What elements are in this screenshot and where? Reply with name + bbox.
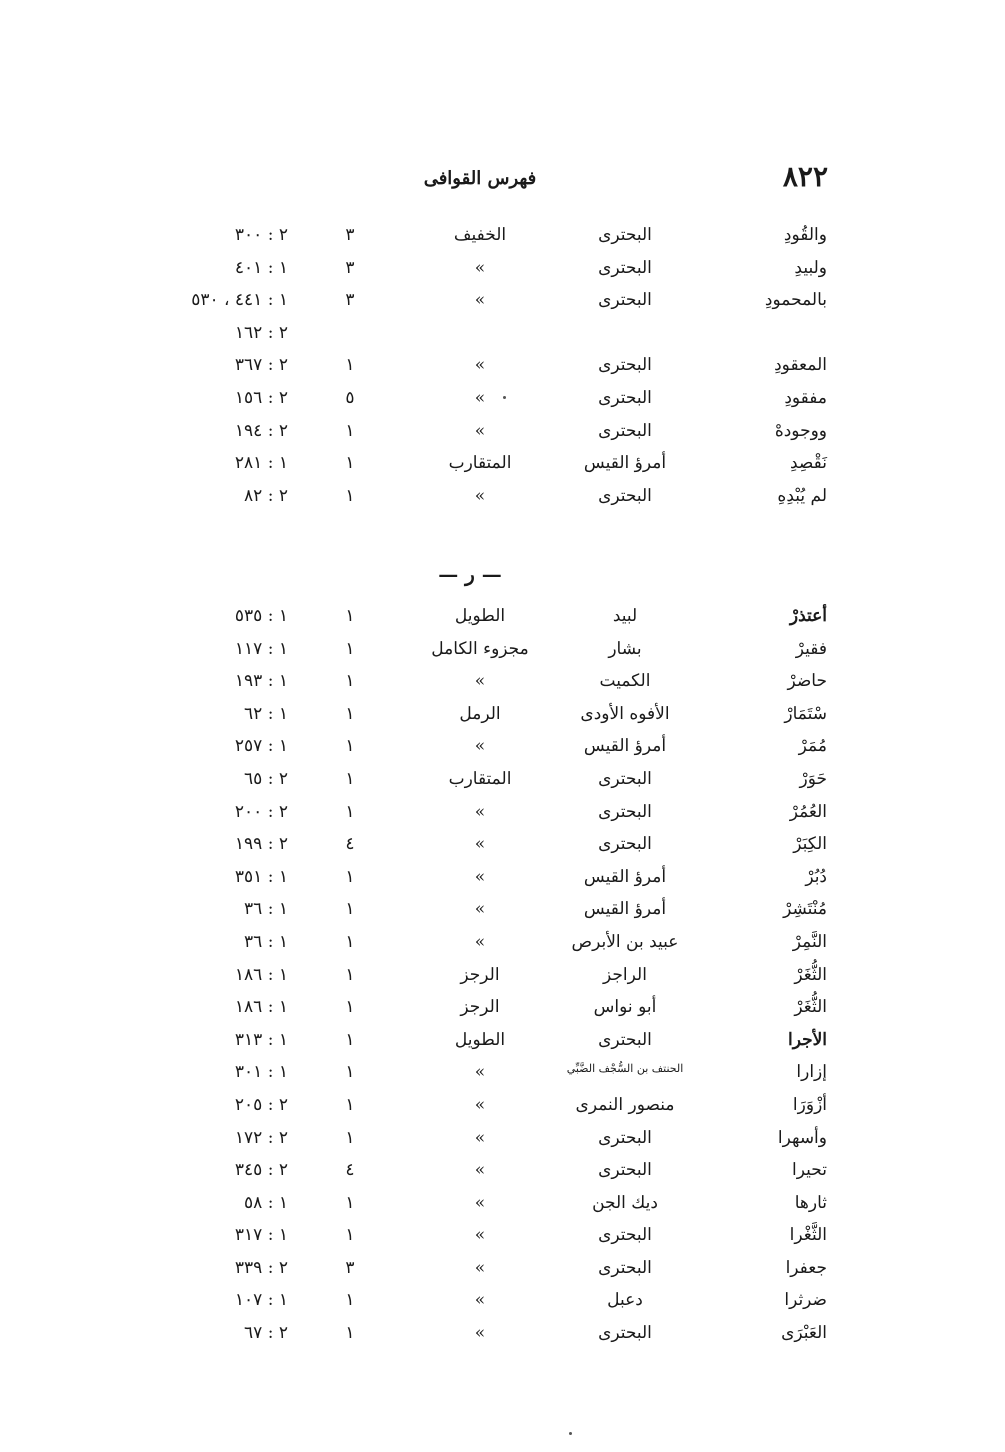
page-number: ٨٢٢ bbox=[782, 160, 828, 193]
rhyme-word: فقيرْ bbox=[795, 638, 827, 659]
verse-count: ٤ bbox=[345, 834, 355, 855]
index-entry-row bbox=[0, 1193, 1005, 1226]
rhyme-word: مُنْتَشِرْ bbox=[783, 899, 827, 920]
volume-page-ref: ١ : ٥٣٥ bbox=[234, 606, 288, 626]
poet-name: أمرؤ القيس bbox=[583, 453, 667, 474]
poet-name: البحترى bbox=[598, 485, 652, 506]
meter-name: » bbox=[474, 1290, 486, 1311]
poet-name: البحترى bbox=[598, 225, 652, 245]
rhyme-index-section-dal bbox=[0, 225, 1005, 518]
meter-name: » bbox=[474, 1257, 486, 1278]
rhyme-word: ولبيدِ bbox=[794, 257, 827, 278]
verse-count: ١ bbox=[345, 736, 355, 757]
verse-count: ١ bbox=[345, 1029, 355, 1050]
rhyme-word: لم يُبْدِهِ bbox=[777, 485, 827, 506]
volume-page-ref: ١ : ١٨٦ bbox=[234, 964, 288, 985]
poet-name: البحترى bbox=[598, 355, 652, 376]
meter-name: مجزوء الكامل bbox=[431, 638, 529, 659]
volume-page-ref: ١ : ٦٢ bbox=[244, 703, 288, 724]
index-entry-row bbox=[0, 1030, 1005, 1063]
poet-name: الحنتف بن السُّجْف الضَّبِّي bbox=[566, 1062, 684, 1076]
rhyme-word: الثُّغَرْ bbox=[794, 964, 827, 985]
rhyme-word: حاضرْ bbox=[787, 671, 827, 692]
index-entry-row bbox=[0, 453, 1005, 486]
verse-count: ١ bbox=[345, 638, 355, 659]
verse-count: ١ bbox=[345, 768, 355, 789]
verse-count: ١ bbox=[345, 1192, 355, 1213]
rhyme-word: والقُودِ bbox=[783, 225, 827, 245]
volume-page-ref: ٢ : ٣٦٧ bbox=[234, 355, 288, 376]
meter-name: » bbox=[474, 801, 486, 822]
index-entry-row bbox=[0, 421, 1005, 454]
meter-name: المتقارب bbox=[448, 453, 512, 474]
verse-count: ١ bbox=[345, 1290, 355, 1311]
verse-count: ١ bbox=[345, 355, 355, 376]
poet-name: أمرؤ القيس bbox=[583, 736, 667, 757]
rhyme-word: ضرثرا bbox=[784, 1290, 827, 1311]
index-entry-row bbox=[0, 932, 1005, 965]
volume-page-ref: ٢ : ٣٣٩ bbox=[234, 1257, 288, 1278]
verse-count: ١ bbox=[345, 420, 355, 441]
index-entry-row bbox=[0, 1062, 1005, 1095]
meter-name: » bbox=[474, 834, 486, 855]
verse-count: ١ bbox=[345, 1062, 355, 1083]
rhyme-word: جعفرا bbox=[785, 1257, 827, 1278]
verse-count: ١ bbox=[345, 703, 355, 724]
meter-name: » bbox=[474, 1127, 486, 1148]
poet-name: بشار bbox=[608, 638, 642, 659]
rhyme-word: ووجودهْ bbox=[774, 420, 827, 441]
index-entry-row bbox=[0, 704, 1005, 737]
index-entry-row bbox=[0, 606, 1005, 639]
poet-name: البحترى bbox=[598, 768, 652, 789]
index-entry-row bbox=[0, 736, 1005, 769]
verse-count: ١ bbox=[345, 453, 355, 474]
poet-name: أمرؤ القيس bbox=[583, 866, 667, 887]
index-entry-row bbox=[0, 355, 1005, 388]
meter-name: » bbox=[474, 1160, 486, 1181]
rhyme-word: الكِبَرْ bbox=[793, 834, 827, 855]
volume-page-ref: ١ : ٣١٣ bbox=[234, 1029, 288, 1050]
poet-name: منصور النمرى bbox=[575, 1094, 675, 1115]
volume-page-ref: ٢ : ١٥٦ bbox=[234, 387, 288, 408]
index-entry-row bbox=[0, 323, 1005, 356]
index-entry-row bbox=[0, 899, 1005, 932]
rhyme-word: دُبُرْ bbox=[805, 866, 827, 887]
verse-count: ١ bbox=[345, 899, 355, 920]
page-title: فهرس القوافى bbox=[423, 168, 537, 189]
volume-page-ref: ٢ : ١٧٢ bbox=[234, 1127, 288, 1148]
volume-page-ref: ٢ : ٦٧ bbox=[244, 1323, 288, 1344]
meter-name: » bbox=[474, 1192, 486, 1213]
rhyme-word: النَّمِرْ bbox=[792, 931, 827, 952]
volume-page-ref: ١ : ٥٨ bbox=[244, 1192, 288, 1213]
volume-page-ref: ١ : ١٨٦ bbox=[234, 997, 288, 1018]
volume-page-ref: ٢ : ٢٠٠ bbox=[234, 801, 288, 822]
print-speck bbox=[503, 396, 506, 399]
index-entry-row bbox=[0, 486, 1005, 519]
rhyme-word: مفقودِ bbox=[784, 387, 827, 408]
volume-page-ref: ١ : ٣٠١ bbox=[234, 1062, 288, 1083]
volume-page-ref: ١ : ٢٥٧ bbox=[234, 736, 288, 757]
meter-name: » bbox=[474, 355, 486, 376]
volume-page-ref: ١ : ١٩٣ bbox=[234, 671, 288, 692]
poet-name: أبو نواس bbox=[593, 997, 657, 1018]
index-entry-row bbox=[0, 965, 1005, 998]
rhyme-word: تحيرا bbox=[792, 1160, 827, 1181]
index-entry-row bbox=[0, 1323, 1005, 1356]
poet-name: البحترى bbox=[598, 420, 652, 441]
rhyme-word: الأجرا bbox=[787, 1029, 827, 1050]
rhyme-index-section-ra bbox=[0, 606, 1005, 1356]
volume-page-ref: ٢ : ٦٥ bbox=[244, 768, 288, 789]
poet-name: لبيد bbox=[612, 606, 638, 626]
index-entry-row bbox=[0, 225, 1005, 258]
verse-count: ٣ bbox=[345, 1257, 355, 1278]
index-entry-row bbox=[0, 639, 1005, 672]
rhyme-word: العَبْرَى bbox=[781, 1323, 827, 1344]
poet-name: البحترى bbox=[598, 387, 652, 408]
volume-page-ref: ٢ : ١٩٤ bbox=[234, 420, 288, 441]
meter-name: الرجز bbox=[460, 997, 500, 1018]
volume-page-ref: ٢ : ١٩٩ bbox=[234, 834, 288, 855]
poet-name: البحترى bbox=[598, 1323, 652, 1344]
index-entry-row bbox=[0, 258, 1005, 291]
index-entry-row bbox=[0, 1160, 1005, 1193]
verse-count: ٤ bbox=[345, 1160, 355, 1181]
meter-name: » bbox=[474, 257, 486, 278]
index-entry-row bbox=[0, 1290, 1005, 1323]
rhyme-word: العُمُرْ bbox=[789, 801, 827, 822]
volume-page-ref: ٢ : ٨٢ bbox=[244, 485, 288, 506]
volume-page-ref: ٢ : ٣٠٠ bbox=[234, 225, 288, 245]
verse-count: ٣ bbox=[345, 257, 355, 278]
index-entry-row bbox=[0, 1095, 1005, 1128]
volume-page-ref: ١ : ٣٦ bbox=[244, 931, 288, 952]
meter-name: » bbox=[474, 485, 486, 506]
index-entry-row bbox=[0, 1225, 1005, 1258]
rhyme-word: أعتذرْ bbox=[789, 606, 827, 626]
verse-count: ١ bbox=[345, 964, 355, 985]
section-divider-ra: — ر — bbox=[438, 562, 502, 586]
verse-count: ١ bbox=[345, 1094, 355, 1115]
meter-name: » bbox=[474, 1094, 486, 1115]
volume-page-ref: ١ : ٤٠١ bbox=[234, 257, 288, 278]
rhyme-word: مُمَرْ bbox=[798, 736, 827, 757]
poet-name: دعبل bbox=[607, 1290, 643, 1311]
poet-name: البحترى bbox=[598, 1257, 652, 1278]
index-entry-row bbox=[0, 671, 1005, 704]
meter-name: الرمل bbox=[459, 703, 501, 724]
volume-page-ref: ١ : ٣٦ bbox=[244, 899, 288, 920]
rhyme-word: الثَّغْرا bbox=[789, 1225, 827, 1246]
verse-count: ٣ bbox=[345, 290, 355, 311]
index-entry-row bbox=[0, 997, 1005, 1030]
meter-name: » bbox=[474, 899, 486, 920]
volume-page-ref: ٢ : ١٦٢ bbox=[234, 322, 288, 343]
meter-name: الطويل bbox=[454, 606, 506, 626]
rhyme-word: حَوَرْ bbox=[799, 768, 827, 789]
index-entry-row bbox=[0, 290, 1005, 323]
rhyme-word: نَقْصِدِ bbox=[790, 453, 827, 474]
poet-name: ديك الجن bbox=[592, 1192, 658, 1213]
meter-name: » bbox=[474, 1323, 486, 1344]
verse-count: ١ bbox=[345, 997, 355, 1018]
verse-count: ١ bbox=[345, 866, 355, 887]
rhyme-word: وأسهرا bbox=[777, 1127, 827, 1148]
volume-page-ref: ١ : ١١٧ bbox=[234, 638, 288, 659]
meter-name: الخفيف bbox=[453, 225, 507, 245]
verse-count: ١ bbox=[345, 1225, 355, 1246]
poet-name: البحترى bbox=[598, 1225, 652, 1246]
meter-name: المتقارب bbox=[448, 768, 512, 789]
poet-name: البحترى bbox=[598, 1029, 652, 1050]
verse-count: ١ bbox=[345, 606, 355, 626]
meter-name: » bbox=[474, 866, 486, 887]
verse-count: ١ bbox=[345, 485, 355, 506]
meter-name: » bbox=[474, 1225, 486, 1246]
rhyme-word: سْتَمَارْ bbox=[784, 703, 827, 724]
index-entry-row bbox=[0, 1258, 1005, 1291]
index-entry-row bbox=[0, 1128, 1005, 1161]
index-entry-row bbox=[0, 834, 1005, 867]
poet-name: الأفوه الأودى bbox=[580, 703, 670, 724]
verse-count: ١ bbox=[345, 671, 355, 692]
print-speck bbox=[569, 1432, 572, 1435]
meter-name: » bbox=[474, 290, 486, 311]
meter-name: » bbox=[474, 1062, 486, 1083]
volume-page-ref: ١ : ٣٥١ bbox=[234, 866, 288, 887]
verse-count: ١ bbox=[345, 1127, 355, 1148]
volume-page-ref: ١ : ٣١٧ bbox=[234, 1225, 288, 1246]
meter-name: الطويل bbox=[454, 1029, 506, 1050]
rhyme-word: بالمحمودِ bbox=[764, 290, 827, 311]
volume-page-ref: ٢ : ٣٤٥ bbox=[234, 1160, 288, 1181]
verse-count: ١ bbox=[345, 801, 355, 822]
rhyme-word: إزارا bbox=[796, 1062, 827, 1083]
rhyme-word: الثُّغَرْ bbox=[794, 997, 827, 1018]
poet-name: البحترى bbox=[598, 1127, 652, 1148]
rhyme-word: أزْوَرَا bbox=[792, 1094, 827, 1115]
meter-name: الرجز bbox=[460, 964, 500, 985]
verse-count: ٥ bbox=[345, 387, 355, 408]
meter-name: » bbox=[474, 671, 486, 692]
poet-name: البحترى bbox=[598, 290, 652, 311]
index-entry-row bbox=[0, 802, 1005, 835]
rhyme-word: المعقودِ bbox=[774, 355, 827, 376]
volume-page-ref: ١ : ٢٨١ bbox=[234, 453, 288, 474]
meter-name: » bbox=[474, 420, 486, 441]
meter-name: » bbox=[474, 736, 486, 757]
meter-name: » bbox=[474, 931, 486, 952]
index-entry-row bbox=[0, 867, 1005, 900]
verse-count: ١ bbox=[345, 1323, 355, 1344]
verse-count: ١ bbox=[345, 931, 355, 952]
poet-name: البحترى bbox=[598, 1160, 652, 1181]
poet-name: الكميت bbox=[599, 671, 651, 692]
verse-count: ٣ bbox=[345, 225, 355, 245]
volume-page-ref: ١ : ٤٤١ ، ٥٣٠ bbox=[191, 290, 288, 311]
poet-name: أمرؤ القيس bbox=[583, 899, 667, 920]
poet-name: البحترى bbox=[598, 257, 652, 278]
index-entry-row bbox=[0, 769, 1005, 802]
poet-name: الراجز bbox=[603, 964, 647, 985]
index-entry-row bbox=[0, 388, 1005, 421]
rhyme-word: ثارها bbox=[794, 1192, 827, 1213]
poet-name: البحترى bbox=[598, 801, 652, 822]
volume-page-ref: ١ : ١٠٧ bbox=[234, 1290, 288, 1311]
volume-page-ref: ٢ : ٢٠٥ bbox=[234, 1094, 288, 1115]
meter-name: » bbox=[474, 387, 486, 408]
poet-name: البحترى bbox=[598, 834, 652, 855]
poet-name: عبيد بن الأبرص bbox=[571, 931, 679, 952]
